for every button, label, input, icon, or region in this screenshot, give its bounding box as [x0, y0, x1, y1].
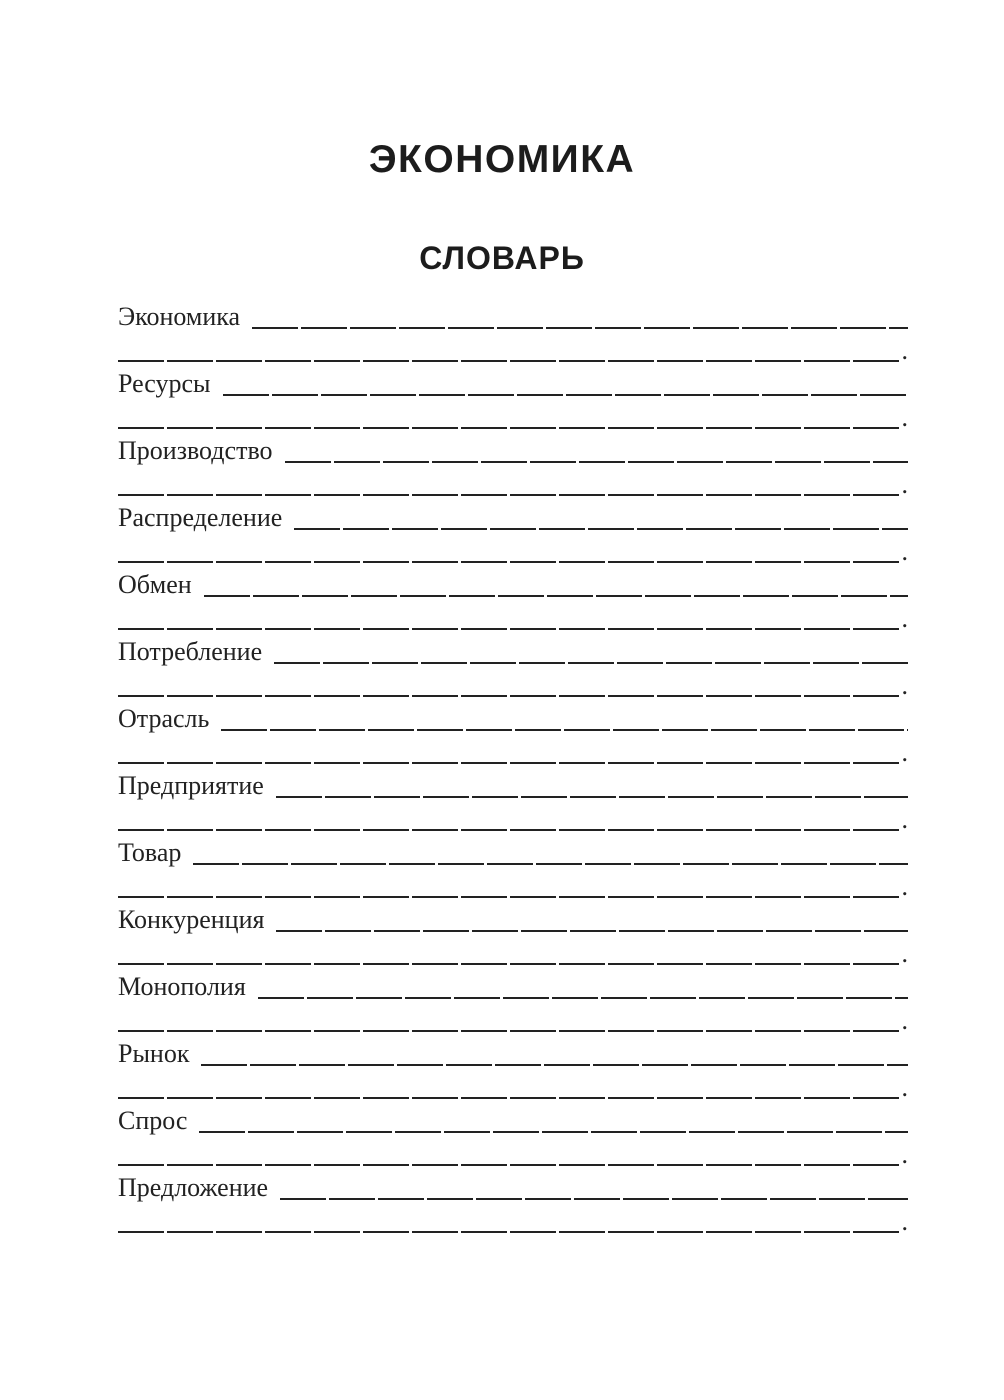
entry-continuation-line: [118, 937, 908, 971]
glossary-entry: [118, 300, 908, 367]
glossary-entry: [118, 836, 908, 903]
term-label: Конкуренция: [118, 905, 265, 934]
line-terminator: .: [901, 402, 908, 432]
definition-blank-line-continuation: [118, 1004, 899, 1038]
term-label: Товар: [118, 838, 182, 867]
line-terminator: .: [901, 603, 908, 633]
glossary-list: [118, 300, 908, 1238]
definition-blank-line-continuation: [118, 1205, 899, 1239]
term-label: Спрос: [118, 1106, 188, 1135]
entry-continuation-line: [118, 468, 908, 502]
glossary-entry: [118, 1037, 908, 1104]
definition-blank-line-continuation: [118, 1071, 899, 1105]
entry-continuation-line: [118, 1004, 908, 1038]
definition-blank-line: [294, 501, 908, 535]
entry-continuation-line: [118, 401, 908, 435]
definition-blank-line-continuation: [118, 803, 899, 837]
definition-blank-line: [285, 434, 908, 468]
entry-first-line: [118, 300, 908, 334]
page-title: ЭКОНОМИКА: [368, 138, 636, 181]
glossary-entry: [118, 702, 908, 769]
line-terminator: .: [901, 469, 908, 499]
entry-continuation-line: [118, 602, 908, 636]
definition-blank-line-continuation: [118, 401, 899, 435]
entry-continuation-line: [118, 1071, 908, 1105]
definition-blank-line: [276, 903, 908, 937]
definition-blank-line: [252, 300, 908, 334]
term-label: Производство: [118, 436, 273, 465]
term-label: Предложение: [118, 1173, 269, 1202]
glossary-entry: [118, 903, 908, 970]
definition-blank-line: [201, 1037, 908, 1071]
term-label: Экономика: [118, 302, 241, 331]
term-label: Отрасль: [118, 704, 210, 733]
glossary-entry: [118, 367, 908, 434]
term-label: Ресурсы: [118, 369, 211, 398]
entry-first-line: [118, 568, 908, 602]
entry-first-line: [118, 702, 908, 736]
entry-first-line: [118, 1171, 908, 1205]
definition-blank-line: [274, 635, 908, 669]
term-label: Предприятие: [118, 771, 264, 800]
definition-blank-line-continuation: [118, 870, 899, 904]
entry-continuation-line: [118, 535, 908, 569]
glossary-entry: [118, 769, 908, 836]
definition-blank-line-continuation: [118, 535, 899, 569]
glossary-entry: [118, 1171, 908, 1238]
definition-blank-line: [280, 1171, 908, 1205]
line-terminator: .: [901, 1072, 908, 1102]
entry-first-line: [118, 769, 908, 803]
definition-blank-line-continuation: [118, 602, 899, 636]
line-terminator: .: [901, 737, 908, 767]
entry-first-line: [118, 1104, 908, 1138]
term-label: Монополия: [118, 972, 246, 1001]
definition-blank-line-continuation: [118, 669, 899, 703]
entry-first-line: [118, 836, 908, 870]
line-terminator: .: [901, 670, 908, 700]
glossary-entry: [118, 970, 908, 1037]
definition-blank-line-continuation: [118, 468, 899, 502]
entry-continuation-line: [118, 1205, 908, 1239]
entry-first-line: [118, 501, 908, 535]
entry-continuation-line: [118, 1138, 908, 1172]
glossary-entry: [118, 635, 908, 702]
definition-blank-line: [276, 769, 908, 803]
entry-continuation-line: [118, 870, 908, 904]
definition-blank-line: [199, 1104, 908, 1138]
definition-blank-line-continuation: [118, 736, 899, 770]
entry-first-line: [118, 635, 908, 669]
page-subtitle: СЛОВАРЬ: [419, 240, 585, 276]
definition-blank-line: [258, 970, 908, 1004]
line-terminator: .: [901, 1139, 908, 1169]
entry-first-line: [118, 367, 908, 401]
entry-continuation-line: [118, 669, 908, 703]
definition-blank-line-continuation: [118, 937, 899, 971]
entry-first-line: [118, 903, 908, 937]
line-terminator: .: [901, 938, 908, 968]
entry-first-line: [118, 1037, 908, 1071]
term-label: Рынок: [118, 1039, 190, 1068]
line-terminator: .: [901, 536, 908, 566]
term-label: Обмен: [118, 570, 192, 599]
entry-continuation-line: [118, 803, 908, 837]
entry-continuation-line: [118, 334, 908, 368]
entry-first-line: [118, 434, 908, 468]
glossary-entry: [118, 434, 908, 501]
definition-blank-line: [223, 367, 908, 401]
definition-blank-line-continuation: [118, 1138, 899, 1172]
entry-continuation-line: [118, 736, 908, 770]
definition-blank-line: [221, 702, 908, 736]
line-terminator: .: [901, 335, 908, 365]
glossary-entry: [118, 1104, 908, 1171]
glossary-entry: [118, 501, 908, 568]
line-terminator: .: [901, 871, 908, 901]
term-label: Потребление: [118, 637, 263, 666]
line-terminator: .: [901, 1005, 908, 1035]
entry-first-line: [118, 970, 908, 1004]
definition-blank-line: [193, 836, 908, 870]
term-label: Распределение: [118, 503, 283, 532]
line-terminator: .: [901, 1206, 908, 1236]
definition-blank-line: [204, 568, 908, 602]
definition-blank-line-continuation: [118, 334, 899, 368]
glossary-entry: [118, 568, 908, 635]
line-terminator: .: [901, 804, 908, 834]
